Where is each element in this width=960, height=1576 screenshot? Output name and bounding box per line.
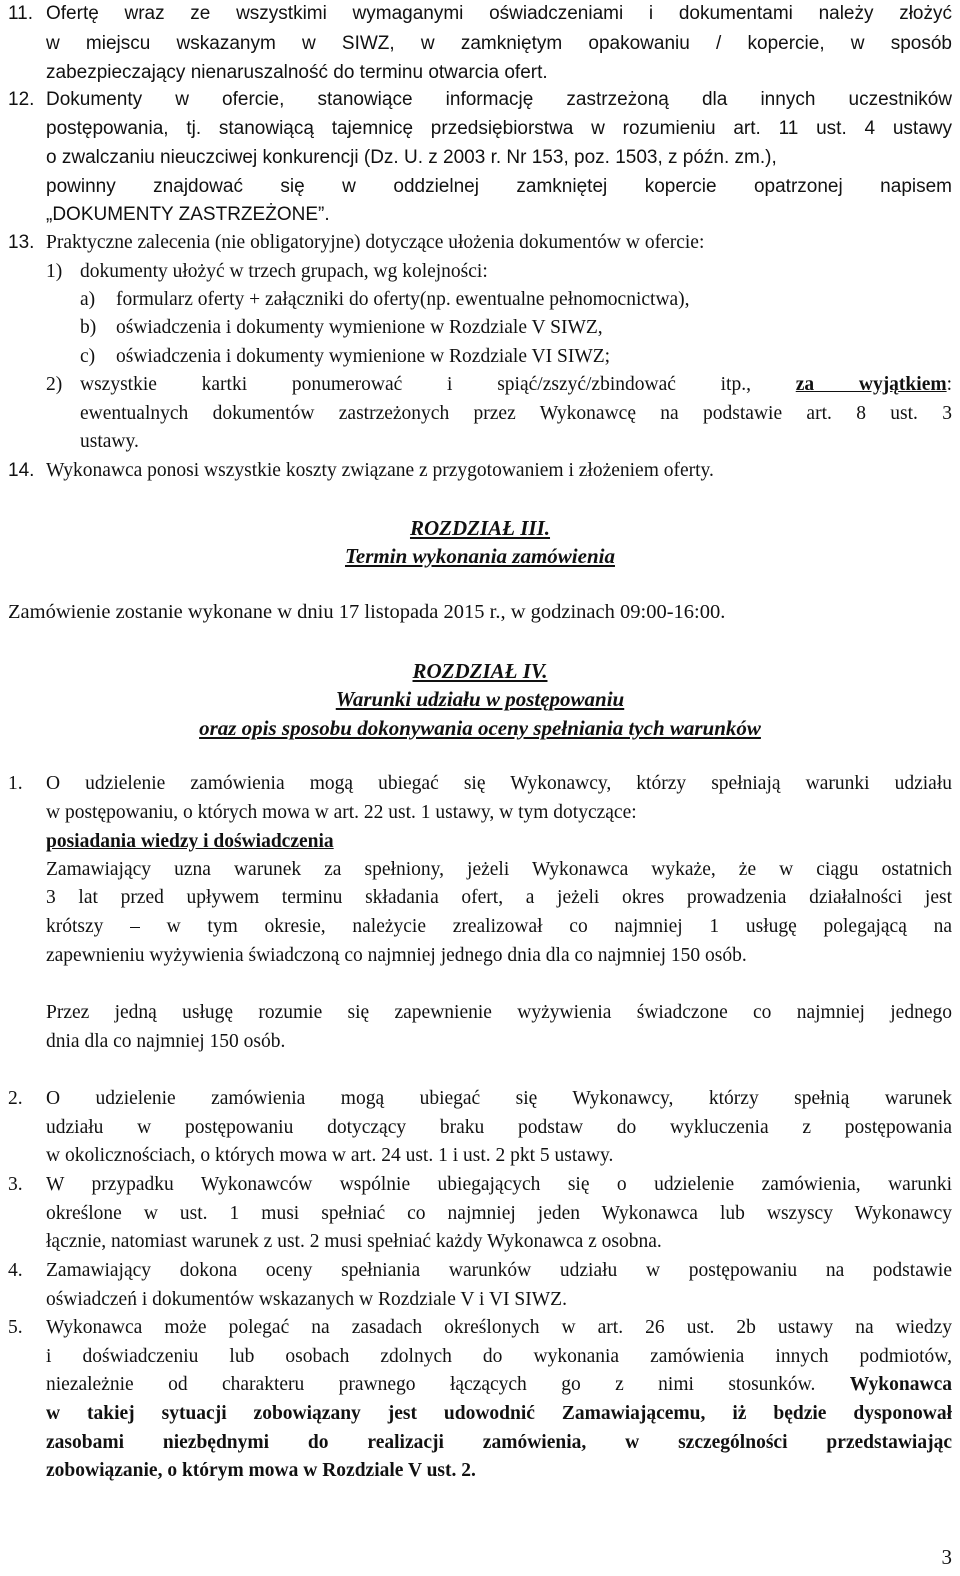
text-line: ustawy. bbox=[80, 431, 139, 452]
text-fragment: : bbox=[946, 374, 953, 395]
text-line: Zamówienie zostanie wykonane w dniu 17 listopada 2015 r., w godzinach 09:00-16:00. bbox=[8, 601, 726, 623]
list-marker: 2) bbox=[46, 374, 63, 395]
text-line: określone w ust. 1 musi spełniać co najmniej jeden Wykonawca lub wszyscy Wykonawcy bbox=[46, 1203, 952, 1224]
list-marker: b) bbox=[80, 317, 97, 338]
text-line: Wykonawca ponosi wszystkie koszty związane z przygotowaniem i złożeniem oferty. bbox=[46, 460, 714, 481]
text-fragment: niezależnie od charakteru prawnego łączących go z nimi stosunków. bbox=[46, 1374, 816, 1395]
item-number: 2. bbox=[8, 1088, 23, 1109]
text-line: O udzielenie zamówienia mogą ubiegać się Wykonawcy, którzy spełnią warunek bbox=[46, 1088, 952, 1109]
text-line: Ofertę wraz ze wszystkimi wymaganymi oświadczeniami i dokumentami należy złożyć bbox=[46, 3, 952, 24]
chapter-subtitle: oraz opis sposobu dokonywania oceny spełniania tych warunków bbox=[199, 716, 761, 740]
chapter-title: ROZDZIAŁ IV. bbox=[412, 659, 548, 683]
text-line: oświadczenia i dokumenty wymienione w Rozdziale VI SIWZ; bbox=[116, 346, 611, 367]
text-fragment: wszystkie kartki ponumerować i spiąć/zszyć/zbindować itp., bbox=[80, 374, 751, 395]
text-line: w okolicznościach, o których mowa w art. 24 ust. 1 i ust. 2 pkt 5 ustawy. bbox=[46, 1145, 614, 1166]
text-line: dnia dla co najmniej 150 osób. bbox=[46, 1031, 286, 1052]
section-heading: posiadania wiedzy i doświadczenia bbox=[46, 831, 334, 852]
text-line bbox=[80, 373, 952, 397]
text-line: Przez jedną usługę rozumie się zapewnienie wyżywienia świadczone co najmniej jednego bbox=[46, 1002, 952, 1023]
text-line: formularz oferty + załączniki do oferty(np. ewentualne pełnomocnictwa), bbox=[116, 289, 690, 310]
text-line: krótszy – w tym okresie, należycie zrealizował co najmniej 1 usługę polegającą na bbox=[46, 916, 952, 937]
bold-text-line: zasobami niezbędnymi do realizacji zamówienia, w szczególności przedstawiając bbox=[46, 1432, 952, 1453]
item-number: 14. bbox=[8, 460, 35, 481]
text-line: postępowania, tj. stanowiącą tajemnicę przedsiębiorstwa w rozumieniu art. 11 ust. 4 ustawy bbox=[46, 118, 952, 139]
chapter-title: ROZDZIAŁ III. bbox=[409, 516, 551, 540]
list-marker: a) bbox=[80, 289, 96, 310]
text-line: łącznie, natomiast warunek z ust. 2 musi spełniać każdy Wykonawca z osobna. bbox=[46, 1231, 662, 1252]
text-line: O udzielenie zamówienia mogą ubiegać się Wykonawcy, którzy spełniają warunki udziału bbox=[46, 773, 952, 794]
chapter-subtitle: Termin wykonania zamówienia bbox=[345, 544, 615, 568]
item-number: 1. bbox=[8, 773, 23, 794]
bold-text: Wykonawca bbox=[849, 1374, 952, 1395]
text-line: Zamawiający uzna warunek za spełniony, jeżeli Wykonawca wykaże, że w ciągu ostatnich bbox=[46, 859, 952, 880]
text-line: 3 lat przed upływem terminu składania ofert, a jeżeli okres prowadzenia działalności jest bbox=[46, 887, 952, 908]
chapter-subtitle: Warunki udziału w postępowaniu bbox=[335, 687, 625, 711]
item-number: 4. bbox=[8, 1260, 23, 1281]
text-line: W przypadku Wykonawców wspólnie ubiegających się o udzielenie zamówienia, warunki bbox=[46, 1174, 952, 1195]
underlined-text: za wyjątkiem bbox=[795, 374, 947, 395]
item-number: 11. bbox=[8, 3, 34, 24]
text-line: zapewnieniu wyżywienia świadczoną co najmniej jednego dnia dla co najmniej 150 osób. bbox=[46, 945, 747, 966]
item-number: 12. bbox=[8, 89, 35, 110]
bold-text-line: zobowiązanie, o którym mowa w Rozdziale V ust. 2. bbox=[46, 1460, 476, 1481]
text-line: oświadczenia i dokumenty wymienione w Rozdziale V SIWZ, bbox=[116, 317, 603, 338]
text-line: udziału w postępowaniu dotyczący braku podstaw do wykluczenia z postępowania bbox=[46, 1117, 952, 1138]
bold-text-line: w takiej sytuacji zobowiązany jest udowodnić Zamawiającemu, iż będzie dysponował bbox=[46, 1403, 952, 1424]
text-line: Praktyczne zalecenia (nie obligatoryjne) dotyczące ułożenia dokumentów w ofercie: bbox=[46, 232, 705, 253]
text-line: Wykonawca może polegać na zasadach określonych w art. 26 ust. 2b ustawy na wiedzy bbox=[46, 1317, 952, 1338]
text-line: Zamawiający dokona oceny spełniania warunków udziału w postępowaniu na podstawie bbox=[46, 1260, 952, 1281]
text-line: w miejscu wskazanym w SIWZ, w zamkniętym opakowaniu / kopercie, w sposób bbox=[46, 33, 952, 54]
text-line: oświadczeń i dokumentów wskazanych w Rozdziale V i VI SIWZ. bbox=[46, 1289, 567, 1310]
text-line: ewentualnych dokumentów zastrzeżonych przez Wykonawcę na podstawie art. 8 ust. 3 bbox=[80, 403, 952, 424]
text-line: Dokumenty w ofercie, stanowiące informację zastrzeżoną dla innych uczestników bbox=[46, 89, 952, 110]
list-marker: c) bbox=[80, 346, 96, 367]
list-marker: 1) bbox=[46, 261, 63, 282]
text-line: „DOKUMENTY ZASTRZEŻONE”. bbox=[46, 204, 330, 225]
text-line: w postępowaniu, o których mowa w art. 22 ust. 1 ustawy, w tym dotyczące: bbox=[46, 802, 637, 823]
text-line bbox=[46, 1373, 952, 1397]
text-line: dokumenty ułożyć w trzech grupach, wg kolejności: bbox=[80, 261, 488, 282]
text-line: zabezpieczający nienaruszalność do terminu otwarcia ofert. bbox=[46, 62, 548, 83]
page-number: 3 bbox=[941, 1545, 952, 1569]
item-number: 5. bbox=[8, 1317, 23, 1338]
text-line: i doświadczeniu lub osobach zdolnych do wykonania zamówienia innych podmiotów, bbox=[46, 1346, 952, 1367]
text-line: powinny znajdować się w oddzielnej zamkniętej kopercie opatrzonej napisem bbox=[46, 176, 952, 197]
item-number: 13. bbox=[8, 232, 35, 253]
text-line: o zwalczaniu nieuczciwej konkurencji (Dz. U. z 2003 r. Nr 153, poz. 1503, z późn. zm.), bbox=[46, 147, 777, 168]
item-number: 3. bbox=[8, 1174, 23, 1195]
